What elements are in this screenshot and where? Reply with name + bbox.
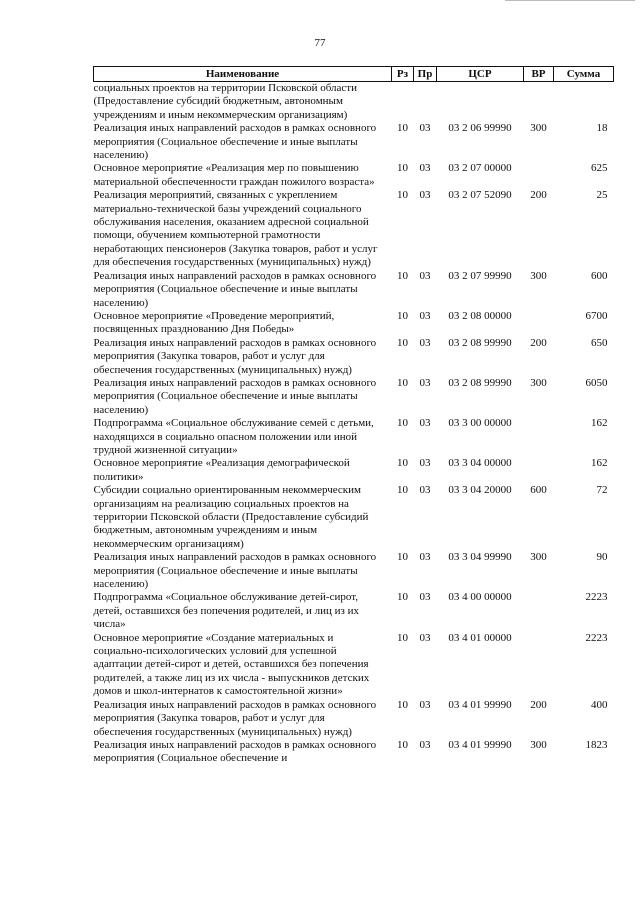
row-rz: 10 xyxy=(397,336,408,349)
row-sum: 1823 xyxy=(585,738,608,751)
row-csr: 03 3 04 20000 xyxy=(448,484,512,497)
table-row xyxy=(94,591,614,631)
row-pr: 03 xyxy=(419,484,431,497)
row-pr: 03 xyxy=(419,551,431,564)
table-row xyxy=(94,699,614,739)
row-name: Основное мероприятие «Реализация демографической политики» xyxy=(93,457,350,483)
row-rz: 10 xyxy=(397,738,408,751)
row-vr xyxy=(524,310,554,337)
row-csr: 03 4 01 00000 xyxy=(448,631,512,644)
table-header-row xyxy=(94,67,614,82)
row-sum: 90 xyxy=(596,551,608,564)
row-vr: 300 xyxy=(530,269,547,282)
header-csr: ЦСР xyxy=(437,67,524,82)
row-pr: 03 xyxy=(419,309,431,322)
row-name: Реализация мероприятий, связанных с укреплением материально-технической базы учреждений социального обслуживания населения, оказанием адресной социальной помощи, обучением компьютерной грамотности неработающих пенсионеров (Закупка товаров, работ и услуг для обеспечения государственных (муниципальных) нужд) xyxy=(93,189,378,269)
row-rz: 10 xyxy=(397,631,408,644)
row-name: Реализация иных направлений расходов в рамках основного мероприятия (Закупка товаров, работ и услуг для обеспечения государственных (муниципальных) нужд) xyxy=(93,336,377,376)
table-row xyxy=(94,189,614,269)
row-pr: 03 xyxy=(419,591,431,604)
row-pr: 03 xyxy=(419,631,431,644)
table-row xyxy=(94,82,614,123)
header-pr: Пр xyxy=(414,67,437,82)
header-sum: Сумма xyxy=(554,67,614,82)
row-csr: 03 4 01 99990 xyxy=(448,698,512,711)
row-vr: 300 xyxy=(530,738,547,751)
header-vr: ВР xyxy=(524,67,554,82)
table-row xyxy=(94,162,614,189)
row-csr: 03 2 07 00000 xyxy=(448,162,512,175)
row-pr: 03 xyxy=(419,269,431,282)
row-csr: 03 3 00 00000 xyxy=(448,417,512,430)
row-csr: 03 2 07 52090 xyxy=(448,189,512,202)
row-name: Основное мероприятие «Создание материальных и социально-психологических условий для успешной адаптации детей-сирот и детей, оставшихся без попечения родителей, а также лиц из их числа - выпускников детских домов и школ-интернатов к самостоятельной жизни» xyxy=(93,631,370,698)
row-vr xyxy=(524,457,554,484)
row-vr xyxy=(524,417,554,457)
row-vr: 200 xyxy=(530,336,547,349)
row-pr: 03 xyxy=(419,336,431,349)
row-vr: 300 xyxy=(530,551,547,564)
row-sum: 25 xyxy=(596,189,608,202)
row-name: Субсидии социально ориентированным некоммерческим организациям на реализацию социальных проектов на территории Псковской области (Предоставление субсидий бюджетным, автономным учреждениям и иным некоммерческим организациям) xyxy=(93,484,369,550)
row-csr xyxy=(437,82,524,123)
row-pr: 03 xyxy=(419,122,431,135)
table-row xyxy=(94,337,614,377)
row-rz: 10 xyxy=(397,591,408,604)
row-rz: 10 xyxy=(397,551,408,564)
row-rz: 10 xyxy=(397,269,408,282)
row-rz: 10 xyxy=(397,698,408,711)
row-pr: 03 xyxy=(419,376,431,389)
row-sum: 162 xyxy=(591,457,608,470)
row-sum: 6700 xyxy=(585,309,608,322)
row-sum: 2223 xyxy=(585,591,608,604)
row-vr: 200 xyxy=(530,189,547,202)
row-csr: 03 2 08 99990 xyxy=(448,376,512,389)
row-csr: 03 3 04 00000 xyxy=(448,457,512,470)
table-row xyxy=(94,377,614,417)
row-pr: 03 xyxy=(419,457,431,470)
row-csr: 03 4 01 99990 xyxy=(448,738,512,751)
row-sum xyxy=(554,82,614,123)
table-row xyxy=(94,122,614,162)
row-rz: 10 xyxy=(397,309,408,322)
row-pr xyxy=(414,82,437,123)
row-sum: 18 xyxy=(596,122,608,135)
row-name: Реализация иных направлений расходов в рамках основного мероприятия (Закупка товаров, работ и услуг для обеспечения государственных (муниципальных) нужд) xyxy=(93,698,377,738)
row-name: Реализация иных направлений расходов в рамках основного мероприятия (Социальное обеспечение и xyxy=(93,738,377,765)
row-pr: 03 xyxy=(419,698,431,711)
row-vr: 300 xyxy=(530,376,547,389)
row-name: Реализация иных направлений расходов в рамках основного мероприятия (Социальное обеспечение и иные выплаты населению) xyxy=(93,376,377,416)
row-pr: 03 xyxy=(419,417,431,430)
row-vr xyxy=(524,591,554,631)
table-row xyxy=(94,484,614,551)
row-sum: 600 xyxy=(591,269,608,282)
row-rz: 10 xyxy=(397,417,408,430)
row-sum: 2223 xyxy=(585,631,608,644)
row-name: Подпрограмма «Социальное обслуживание детей-сирот, детей, оставшихся без попечения родителей, и лиц из их числа» xyxy=(93,591,360,631)
row-pr: 03 xyxy=(419,162,431,175)
row-csr: 03 3 04 99990 xyxy=(448,551,512,564)
budget-table xyxy=(93,66,614,766)
row-name: Основное мероприятие «Проведение мероприятий, посвященных празднованию Дня Победы» xyxy=(93,309,335,336)
row-csr: 03 2 08 99990 xyxy=(448,336,512,349)
row-vr xyxy=(524,632,554,699)
row-rz: 10 xyxy=(397,189,408,202)
row-pr: 03 xyxy=(419,738,431,751)
scan-edge-mark xyxy=(505,0,635,5)
row-csr: 03 2 08 00000 xyxy=(448,309,512,322)
row-sum: 400 xyxy=(591,698,608,711)
row-sum: 72 xyxy=(596,484,608,497)
row-rz: 10 xyxy=(397,376,408,389)
budget-table-sheet xyxy=(93,66,613,766)
row-vr xyxy=(524,82,554,123)
row-csr: 03 4 00 00000 xyxy=(448,591,512,604)
row-rz: 10 xyxy=(397,484,408,497)
row-pr: 03 xyxy=(419,189,431,202)
table-row xyxy=(94,310,614,337)
table-row xyxy=(94,457,614,484)
table-row xyxy=(94,632,614,699)
row-sum: 650 xyxy=(591,336,608,349)
header-rz: Рз xyxy=(392,67,414,82)
row-vr: 600 xyxy=(530,484,547,497)
row-rz: 10 xyxy=(397,162,408,175)
row-vr xyxy=(524,162,554,189)
table-row xyxy=(94,417,614,457)
row-sum: 162 xyxy=(591,417,608,430)
row-sum: 625 xyxy=(591,162,608,175)
table-body xyxy=(94,82,614,766)
row-name: Подпрограмма «Социальное обслуживание семей с детьми, находящихся в социально опасном положении или иной трудной жизненной ситуации» xyxy=(93,417,374,456)
row-name: Реализация иных направлений расходов в рамках основного мероприятия (Социальное обеспечение и иные выплаты населению) xyxy=(93,122,377,162)
row-rz: 10 xyxy=(397,457,408,470)
row-csr: 03 2 06 99990 xyxy=(448,122,512,135)
table-row xyxy=(94,739,614,766)
row-rz xyxy=(392,82,414,123)
header-name: Наименование xyxy=(94,67,392,82)
page-number: 77 xyxy=(314,37,326,49)
row-sum: 6050 xyxy=(585,376,608,389)
row-rz: 10 xyxy=(397,122,408,135)
row-name: Основное мероприятие «Реализация мер по повышению материальной обеспеченности граждан пожилого возраста» xyxy=(93,162,375,188)
row-name: социальных проектов на территории Псковской области (Предоставление субсидий бюджетным, автономным учреждениям и иным некоммерческим организациям) xyxy=(93,82,357,121)
row-name: Реализация иных направлений расходов в рамках основного мероприятия (Социальное обеспечение и иные выплаты населению) xyxy=(93,269,377,309)
row-vr: 200 xyxy=(530,698,547,711)
table-row xyxy=(94,551,614,591)
row-vr: 300 xyxy=(530,122,547,135)
row-name: Реализация иных направлений расходов в рамках основного мероприятия (Социальное обеспечение и иные выплаты населению) xyxy=(93,551,377,591)
table-row xyxy=(94,270,614,310)
row-csr: 03 2 07 99990 xyxy=(448,269,512,282)
